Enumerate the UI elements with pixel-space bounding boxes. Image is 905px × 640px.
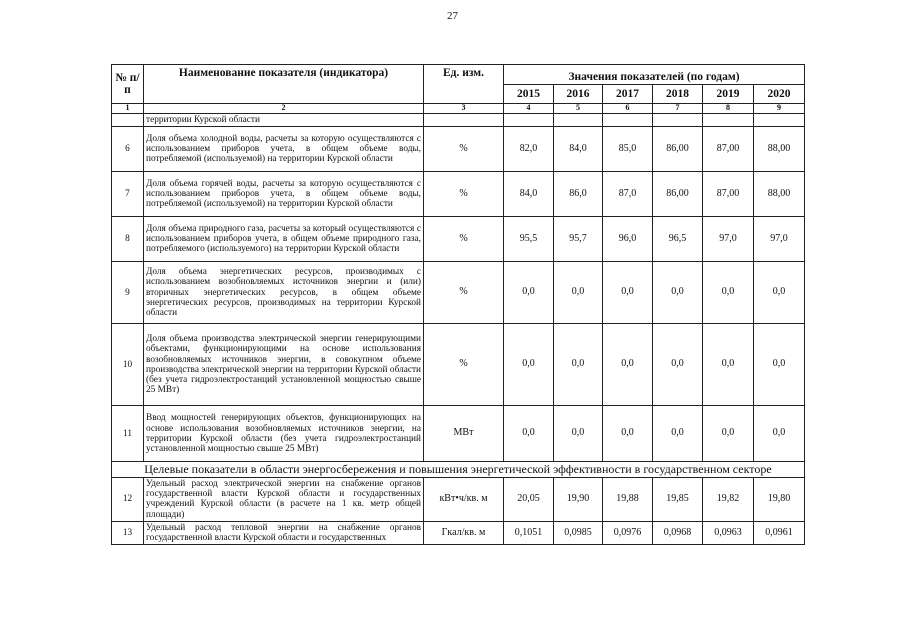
value-cell: 0,1051 [504,521,554,544]
value-cell: 85,0 [603,127,653,172]
indicator-name: Доля объема энергетических ресурсов, производимых с использованием возобновляемых источников энергии и (или) вторичных энергетических ресурсов, в общем объеме энергетических ресурсов, производимых на территории Курской области [144,262,424,324]
value-cell: 19,80 [754,477,805,521]
header-year: 2018 [653,85,703,104]
indicator-name: Доля объема холодной воды, расчеты за которую осуществляются с использованием приборов учета, в общем объеме воды, потребляемой (используемой) на территории Курской области [144,127,424,172]
row-number: 7 [112,172,144,217]
value-cell: 0,0 [754,324,805,406]
indicator-name: Удельный расход тепловой энергии на снабжение органов государственной власти Курской области и государственных [144,521,424,544]
indicator-name: Доля объема производства электрической энергии генерирующими объектами, функционирующими на основе использования возобновляемых источников энергии, в совокупном объеме производства электрической энергии на территории Курской области (без учета гидроэлектростанций установленной мощностью свыше 25 МВт) [144,324,424,406]
value-cell: 87,0 [603,172,653,217]
value-cell: 0,0 [603,406,653,462]
column-number: 7 [653,104,703,114]
value-cell: 0,0963 [703,521,754,544]
unit-cell: кВт•ч/кв. м [424,477,504,521]
value-cell: 0,0 [504,324,554,406]
continuation-row [112,114,805,127]
column-number: 6 [603,104,653,114]
unit-cell: % [424,324,504,406]
value-cell: 0,0 [603,324,653,406]
indicator-name: Ввод мощностей генерирующих объектов, функционирующих на основе использования возобновляемых источников энергии, на территории Курской области (без учета гидроэлектростанций установленной мощностью свыше 25 МВт) [144,406,424,462]
value-cell: 0,0 [554,262,603,324]
value-cell: 19,82 [703,477,754,521]
value-cell: 0,0 [653,262,703,324]
table-row [112,217,805,262]
row-number: 12 [112,477,144,521]
column-number: 4 [504,104,554,114]
table-row [112,127,805,172]
section-row [112,462,805,478]
header-name: Наименование показателя (индикатора) [144,65,424,104]
value-cell: 20,05 [504,477,554,521]
indicator-rows-2 [112,477,805,544]
indicator-name: Доля объема природного газа, расчеты за который осуществляются с использованием приборов учета, в общем объеме природного газа, потребляемого (используемого) на территории Курской области [144,217,424,262]
table-row [112,477,805,521]
value-cell: 88,00 [754,127,805,172]
row-number: 8 [112,217,144,262]
column-number: 5 [554,104,603,114]
header-year: 2019 [703,85,754,104]
table-row [112,262,805,324]
row-number: 6 [112,127,144,172]
indicators-table [111,64,805,545]
header-year: 2016 [554,85,603,104]
column-number: 3 [424,104,504,114]
value-cell: 0,0 [554,324,603,406]
value-cell: 0,0 [504,262,554,324]
value-cell: 0,0 [653,406,703,462]
header-year: 2017 [603,85,653,104]
value-cell: 86,00 [653,127,703,172]
indicator-rows [112,127,805,462]
value-cell: 0,0 [754,262,805,324]
value-cell: 0,0 [754,406,805,462]
header-year: 2015 [504,85,554,104]
value-cell: 0,0 [653,324,703,406]
row-number: 13 [112,521,144,544]
column-number: 1 [112,104,144,114]
unit-cell: % [424,217,504,262]
row-number: 9 [112,262,144,324]
unit-cell: % [424,172,504,217]
row-number: 11 [112,406,144,462]
value-cell: 0,0 [504,406,554,462]
value-cell: 87,00 [703,172,754,217]
value-cell: 0,0 [603,262,653,324]
continuation-text: территории Курской области [144,114,424,127]
unit-cell: Гкал/кв. м [424,521,504,544]
indicator-name: Удельный расход электрической энергии на снабжение органов государственной власти Курской области и государственных учреждений Курской области (в расчете на 1 кв. метр общей площади) [144,477,424,521]
table-row [112,406,805,462]
value-cell: 0,0 [554,406,603,462]
value-cell: 0,0 [703,262,754,324]
column-number: 8 [703,104,754,114]
row-number: 10 [112,324,144,406]
value-cell: 0,0 [703,324,754,406]
value-cell: 0,0968 [653,521,703,544]
table-row [112,172,805,217]
value-cell: 0,0961 [754,521,805,544]
value-cell: 95,5 [504,217,554,262]
value-cell: 96,0 [603,217,653,262]
unit-cell: % [424,127,504,172]
header-year: 2020 [754,85,805,104]
value-cell: 87,00 [703,127,754,172]
value-cell: 86,0 [554,172,603,217]
header-num: № п/п [112,65,144,104]
value-cell: 0,0985 [554,521,603,544]
value-cell: 0,0 [703,406,754,462]
value-cell: 97,0 [703,217,754,262]
unit-cell: МВт [424,406,504,462]
header-row-1 [112,65,805,85]
table-row [112,521,805,544]
value-cell: 96,5 [653,217,703,262]
value-cell: 19,88 [603,477,653,521]
value-cell: 95,7 [554,217,603,262]
value-cell: 88,00 [754,172,805,217]
value-cell: 0,0976 [603,521,653,544]
header-unit: Ед. изм. [424,65,504,104]
indicator-name: Доля объема горячей воды, расчеты за которую осуществляются с использованием приборов учета, в общем объеме воды, потребляемой (используемой) на территории Курской области [144,172,424,217]
column-number: 9 [754,104,805,114]
header-values-title: Значения показателей (по годам) [504,65,805,85]
table-row [112,324,805,406]
value-cell: 97,0 [754,217,805,262]
value-cell: 84,0 [554,127,603,172]
value-cell: 86,00 [653,172,703,217]
unit-cell: % [424,262,504,324]
value-cell: 19,85 [653,477,703,521]
page-number: 27 [447,10,458,22]
column-numbers-row [112,104,805,114]
value-cell: 84,0 [504,172,554,217]
value-cell: 82,0 [504,127,554,172]
section-title: Целевые показатели в области энергосбережения и повышения энергетической эффективности в государственном секторе [112,462,805,478]
column-number: 2 [144,104,424,114]
value-cell: 19,90 [554,477,603,521]
